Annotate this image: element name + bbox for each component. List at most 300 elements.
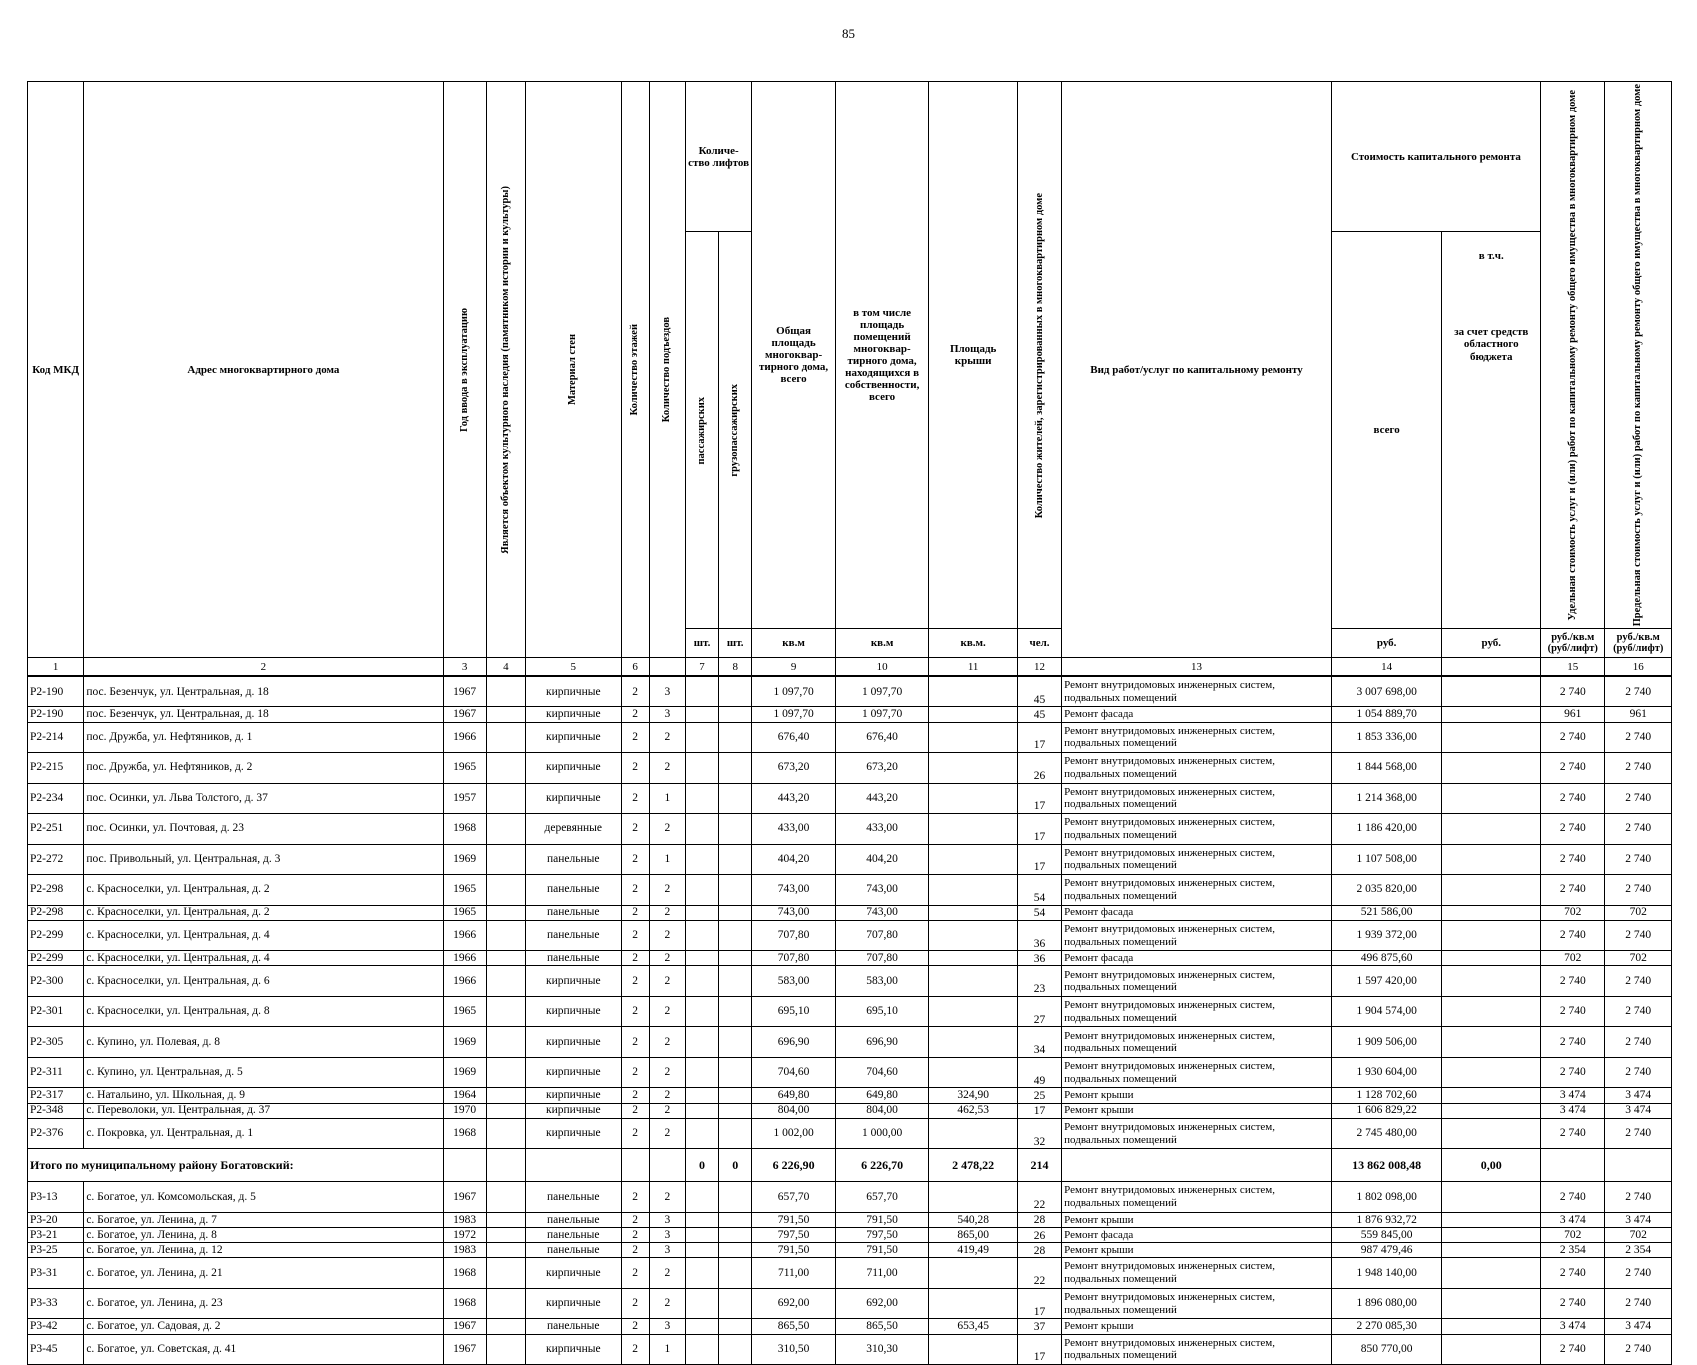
cell-heritage [486,951,525,966]
cell-lifts-cargo [719,844,752,875]
cell-floors: 2 [621,996,649,1027]
cell-owned-area: 696,90 [835,1027,929,1058]
cell-roof-area [929,1182,1018,1213]
cell-material: кирпичные [525,1288,621,1319]
cell-residents: 28 [1017,1243,1061,1258]
cell-entrances: 3 [649,1212,685,1227]
cell-heritage [486,920,525,951]
cell-total-area: 583,00 [752,966,836,997]
cell-total-area: 743,00 [752,875,836,906]
cell-cost-regional [1442,844,1541,875]
cell-roof-area: 462,53 [929,1103,1018,1118]
cell-lifts-cargo [719,814,752,845]
cell-address: с. Натальино, ул. Школьная, д. 9 [84,1088,443,1103]
cell-lifts-pass [685,1334,718,1365]
cell-heritage [486,722,525,753]
cell-residents: 36 [1017,920,1061,951]
cell-max-cost: 2 740 [1605,1118,1672,1149]
cell-lifts-pass [685,1243,718,1258]
cell-entrances: 2 [649,722,685,753]
col-number: 8 [719,658,752,677]
table-row [28,951,1672,966]
cell-address: с. Богатое, ул. Ленина, д. 23 [84,1288,443,1319]
cell-max-cost: 702 [1605,951,1672,966]
cell-max-cost: 702 [1605,1228,1672,1243]
cell-unit-cost: 3 474 [1541,1103,1605,1118]
header-total-area: Общая площадь многоквар-тирного дома, всего [752,82,836,629]
cell-owned-area: 695,10 [835,996,929,1027]
unit-cost-total: руб. [1331,629,1442,658]
cell-floors: 2 [621,1228,649,1243]
cell-material: панельные [525,1228,621,1243]
cell-material: кирпичные [525,996,621,1027]
cell-max-cost: 2 740 [1605,844,1672,875]
cell-lifts-pass [685,1027,718,1058]
cell-lifts-pass [685,966,718,997]
col-number: 3 [443,658,486,677]
cell-address: с. Богатое, ул. Ленина, д. 8 [84,1228,443,1243]
cell-total-area: 649,80 [752,1088,836,1103]
cell-lifts-cargo [719,753,752,784]
cell-roof-area [929,905,1018,920]
cell-cost-total: 987 479,46 [1331,1243,1442,1258]
total-roof-area: 2 478,22 [929,1149,1018,1182]
cell-owned-area: 404,20 [835,844,929,875]
cell-cost-regional [1442,1212,1541,1227]
cell-material: панельные [525,1182,621,1213]
cell-cost-total: 1 853 336,00 [1331,722,1442,753]
cell-code: Р2-234 [28,783,84,814]
cell-max-cost: 702 [1605,905,1672,920]
cell-total-area: 695,10 [752,996,836,1027]
cell-floors: 2 [621,707,649,722]
cell-entrances: 2 [649,920,685,951]
cell-material: кирпичные [525,707,621,722]
cell-lifts-pass [685,996,718,1027]
cell-roof-area [929,1118,1018,1149]
cell-code: Р3-20 [28,1212,84,1227]
header-cost-total: всего [1331,232,1442,629]
cell-work-type: Ремонт крыши [1062,1243,1332,1258]
cell-material: кирпичные [525,783,621,814]
cell-work-type: Ремонт внутридомовых инженерных систем, подвальных помещений [1062,996,1332,1027]
cell-floors: 2 [621,722,649,753]
cell-heritage [486,996,525,1027]
cell-entrances: 2 [649,996,685,1027]
header-heritage: Является объектом культурного наследия (памятником истории и культуры) [499,185,511,554]
cell-unit-cost: 2 740 [1541,783,1605,814]
cell-total-area: 791,50 [752,1212,836,1227]
cell-work-type: Ремонт внутридомовых инженерных систем, подвальных помещений [1062,1182,1332,1213]
cell-unit-cost: 702 [1541,905,1605,920]
cell-roof-area [929,676,1018,707]
cell-max-cost: 2 740 [1605,1182,1672,1213]
cell-entrances: 2 [649,1057,685,1088]
cell-lifts-pass [685,920,718,951]
cell-work-type: Ремонт крыши [1062,1088,1332,1103]
total-residents: 214 [1017,1149,1061,1182]
cell-owned-area: 649,80 [835,1088,929,1103]
cell-year: 1970 [443,1103,486,1118]
cell-total-area: 1 097,70 [752,707,836,722]
cell-address: с. Переволоки, ул. Центральная, д. 37 [84,1103,443,1118]
cell-unit-cost: 2 740 [1541,1057,1605,1088]
table-row [28,920,1672,951]
cell-unit-cost: 3 474 [1541,1319,1605,1334]
cell-residents: 17 [1017,1103,1061,1118]
cell-address: пос. Привольный, ул. Центральная, д. 3 [84,844,443,875]
cell-cost-regional [1442,1027,1541,1058]
col-number: 10 [835,658,929,677]
cell-floors: 2 [621,1027,649,1058]
header-address: Адрес многоквартирного дома [84,82,443,658]
cell-cost-regional [1442,1057,1541,1088]
cell-work-type: Ремонт внутридомовых инженерных систем, подвальных помещений [1062,920,1332,951]
cell-unit-cost: 2 740 [1541,1027,1605,1058]
cell-residents: 54 [1017,875,1061,906]
cell-residents: 26 [1017,1228,1061,1243]
cell-material: кирпичные [525,1118,621,1149]
cell-address: с. Красноселки, ул. Центральная, д. 2 [84,875,443,906]
cell-residents: 27 [1017,996,1061,1027]
cell-total-area: 791,50 [752,1243,836,1258]
cell-owned-area: 704,60 [835,1057,929,1088]
cell-residents: 22 [1017,1258,1061,1289]
cell-heritage [486,1103,525,1118]
cell-lifts-pass [685,814,718,845]
cell-total-area: 711,00 [752,1258,836,1289]
cell-heritage [486,753,525,784]
cell-roof-area [929,1258,1018,1289]
cell-floors: 2 [621,1319,649,1334]
cell-roof-area [929,722,1018,753]
cell-cost-total: 1 904 574,00 [1331,996,1442,1027]
cell-cost-regional [1442,905,1541,920]
cell-total-area: 673,20 [752,753,836,784]
cell-entrances: 3 [649,1228,685,1243]
cell-lifts-cargo [719,1057,752,1088]
cell-code: Р2-301 [28,996,84,1027]
cell-code: Р2-300 [28,966,84,997]
cell-heritage [486,1228,525,1243]
cell-lifts-pass [685,844,718,875]
header-lifts-pass: пассажирских [696,396,707,465]
cell-year: 1969 [443,1027,486,1058]
table-row [28,1088,1672,1103]
cell-cost-total: 1 844 568,00 [1331,753,1442,784]
col-number: 16 [1605,658,1672,677]
cell-work-type: Ремонт фасада [1062,951,1332,966]
total-area: 6 226,90 [752,1149,836,1182]
cell-code: Р2-311 [28,1057,84,1088]
cell-material: панельные [525,920,621,951]
cell-floors: 2 [621,1288,649,1319]
cell-heritage [486,875,525,906]
total-cost: 13 862 008,48 [1331,1149,1442,1182]
cell-lifts-pass [685,707,718,722]
cell-residents: 23 [1017,966,1061,997]
cell-code: Р3-33 [28,1288,84,1319]
cell-year: 1969 [443,1057,486,1088]
col-number: 7 [685,658,718,677]
cell-heritage [486,783,525,814]
cell-max-cost: 2 740 [1605,996,1672,1027]
cell-code: Р2-272 [28,844,84,875]
cell-code: Р2-299 [28,951,84,966]
cell-roof-area [929,951,1018,966]
cell-floors: 2 [621,676,649,707]
cell-residents: 32 [1017,1118,1061,1149]
total-work-type [1062,1149,1332,1182]
cell-lifts-pass [685,1103,718,1118]
cell-lifts-cargo [719,1243,752,1258]
cell-cost-total: 1 876 932,72 [1331,1212,1442,1227]
cell-year: 1966 [443,966,486,997]
cell-owned-area: 583,00 [835,966,929,997]
cell-residents: 17 [1017,783,1061,814]
cell-material: кирпичные [525,1088,621,1103]
cell-owned-area: 743,00 [835,875,929,906]
table-row [28,1243,1672,1258]
cell-heritage [486,1212,525,1227]
cell-code: Р3-21 [28,1228,84,1243]
cell-total-area: 433,00 [752,814,836,845]
table-row [28,1103,1672,1118]
cell-heritage [486,966,525,997]
cell-roof-area [929,920,1018,951]
cell-entrances: 3 [649,1319,685,1334]
col-number: 6 [621,658,649,677]
cell-year: 1967 [443,1182,486,1213]
cell-material: панельные [525,875,621,906]
cell-address: с. Богатое, ул. Советская, д. 41 [84,1334,443,1365]
cell-cost-total: 1 802 098,00 [1331,1182,1442,1213]
cell-lifts-pass [685,1088,718,1103]
cell-lifts-cargo [719,875,752,906]
unit-lifts-pass: шт. [685,629,718,658]
cell-residents: 36 [1017,951,1061,966]
cell-year: 1964 [443,1088,486,1103]
cell-cost-total: 850 770,00 [1331,1334,1442,1365]
cell-floors: 2 [621,814,649,845]
cell-residents: 54 [1017,905,1061,920]
cell-roof-area: 653,45 [929,1319,1018,1334]
cell-material: панельные [525,1212,621,1227]
cell-floors: 2 [621,966,649,997]
total-heritage [486,1149,525,1182]
cell-max-cost: 2 740 [1605,920,1672,951]
cell-max-cost: 2 740 [1605,966,1672,997]
cell-entrances: 3 [649,707,685,722]
cell-year: 1968 [443,1288,486,1319]
cell-total-area: 804,00 [752,1103,836,1118]
cell-max-cost: 961 [1605,707,1672,722]
cell-work-type: Ремонт внутридомовых инженерных систем, подвальных помещений [1062,676,1332,707]
total-entrances [649,1149,685,1182]
header-cost-regional-label: за счет средств областного бюджета [1454,326,1529,363]
cell-material: кирпичные [525,1334,621,1365]
table-row [28,844,1672,875]
cell-owned-area: 797,50 [835,1228,929,1243]
cell-code: Р2-305 [28,1027,84,1058]
cell-work-type: Ремонт крыши [1062,1212,1332,1227]
cell-entrances: 3 [649,1243,685,1258]
cell-total-area: 1 097,70 [752,676,836,707]
cell-code: Р3-42 [28,1319,84,1334]
cell-entrances: 1 [649,844,685,875]
cell-total-area: 676,40 [752,722,836,753]
header-lifts-cargo: грузопассажирских [729,384,741,477]
cell-residents: 17 [1017,1288,1061,1319]
cell-roof-area [929,1057,1018,1088]
cell-max-cost: 3 474 [1605,1103,1672,1118]
cell-year: 1969 [443,844,486,875]
cell-code: Р2-298 [28,905,84,920]
col-number: 14 [1331,658,1442,677]
unit-roof-area: кв.м. [929,629,1018,658]
table-row [28,676,1672,707]
cell-floors: 2 [621,1057,649,1088]
cell-unit-cost: 3 474 [1541,1088,1605,1103]
cell-work-type: Ремонт внутридомовых инженерных систем, подвальных помещений [1062,1288,1332,1319]
cell-entrances: 2 [649,951,685,966]
unit-residents: чел. [1017,629,1061,658]
cell-code: Р3-13 [28,1182,84,1213]
cell-unit-cost: 2 740 [1541,844,1605,875]
cell-cost-total: 1 186 420,00 [1331,814,1442,845]
cell-residents: 17 [1017,814,1061,845]
unit-owned-area: кв.м [835,629,929,658]
page-number: 85 [842,26,855,41]
table-body [28,676,1672,1364]
cell-unit-cost: 2 740 [1541,1288,1605,1319]
cell-cost-regional [1442,707,1541,722]
col-number [1442,658,1541,677]
total-unit-cost [1541,1149,1605,1182]
cell-address: с. Богатое, ул. Комсомольская, д. 5 [84,1182,443,1213]
cell-material: кирпичные [525,966,621,997]
cell-cost-total: 2 270 085,30 [1331,1319,1442,1334]
cell-code: Р2-376 [28,1118,84,1149]
header-cost-incl: в т.ч. [1478,250,1504,263]
cell-roof-area: 540,28 [929,1212,1018,1227]
cell-entrances: 2 [649,1288,685,1319]
cell-cost-regional [1442,1228,1541,1243]
cell-material: кирпичные [525,1258,621,1289]
total-owned-area: 6 226,70 [835,1149,929,1182]
table-row [28,966,1672,997]
cell-cost-total: 1 896 080,00 [1331,1288,1442,1319]
capital-repair-table [27,81,1672,1365]
cell-heritage [486,707,525,722]
cell-address: с. Красноселки, ул. Центральная, д. 4 [84,951,443,966]
cell-work-type: Ремонт внутридомовых инженерных систем, подвальных помещений [1062,722,1332,753]
total-year [443,1149,486,1182]
cell-residents: 37 [1017,1319,1061,1334]
cell-work-type: Ремонт внутридомовых инженерных систем, подвальных помещений [1062,1057,1332,1088]
cell-work-type: Ремонт внутридомовых инженерных систем, подвальных помещений [1062,814,1332,845]
cell-code: Р2-190 [28,676,84,707]
cell-address: с. Богатое, ул. Ленина, д. 12 [84,1243,443,1258]
cell-cost-total: 1 606 829,22 [1331,1103,1442,1118]
cell-total-area: 707,80 [752,951,836,966]
cell-max-cost: 2 740 [1605,722,1672,753]
cell-residents: 25 [1017,1088,1061,1103]
cell-residents: 22 [1017,1182,1061,1213]
cell-heritage [486,1182,525,1213]
cell-cost-regional [1442,753,1541,784]
cell-entrances: 2 [649,814,685,845]
cell-unit-cost: 2 740 [1541,676,1605,707]
cell-roof-area [929,753,1018,784]
cell-entrances: 2 [649,1088,685,1103]
total-max-cost [1605,1149,1672,1182]
cell-cost-total: 1 930 604,00 [1331,1057,1442,1088]
col-number: 9 [752,658,836,677]
cell-unit-cost: 2 740 [1541,1118,1605,1149]
cell-unit-cost: 2 740 [1541,920,1605,951]
cell-address: с. Купино, ул. Центральная, д. 5 [84,1057,443,1088]
cell-unit-cost: 2 740 [1541,1334,1605,1365]
cell-lifts-cargo [719,1319,752,1334]
cell-entrances: 3 [649,676,685,707]
cell-address: пос. Дружба, ул. Нефтяников, д. 2 [84,753,443,784]
cell-residents: 17 [1017,1334,1061,1365]
cell-residents: 28 [1017,1212,1061,1227]
cell-lifts-cargo [719,1228,752,1243]
cell-roof-area: 324,90 [929,1088,1018,1103]
cell-unit-cost: 2 740 [1541,753,1605,784]
cell-roof-area [929,996,1018,1027]
cell-lifts-cargo [719,1118,752,1149]
unit-cost-regional: руб. [1442,629,1541,658]
cell-entrances: 1 [649,1334,685,1365]
cell-roof-area: 419,49 [929,1243,1018,1258]
cell-total-area: 310,50 [752,1334,836,1365]
cell-cost-regional [1442,1319,1541,1334]
cell-cost-total: 2 745 480,00 [1331,1118,1442,1149]
cell-owned-area: 804,00 [835,1103,929,1118]
cell-max-cost: 2 354 [1605,1243,1672,1258]
cell-floors: 2 [621,783,649,814]
cell-owned-area: 1 097,70 [835,707,929,722]
cell-heritage [486,1088,525,1103]
total-lifts-cargo: 0 [719,1149,752,1182]
cell-material: панельные [525,951,621,966]
cell-total-area: 797,50 [752,1228,836,1243]
cell-work-type: Ремонт внутридомовых инженерных систем, подвальных помещений [1062,1118,1332,1149]
col-number: 12 [1017,658,1061,677]
cell-cost-regional [1442,722,1541,753]
cell-code: Р3-45 [28,1334,84,1365]
cell-max-cost: 2 740 [1605,676,1672,707]
cell-floors: 2 [621,1212,649,1227]
header-unit-cost: Удельная стоимость услуг и (или) работ по капитальному ремонту общего имущества в многоквартирном доме [1566,89,1578,621]
cell-material: кирпичные [525,676,621,707]
cell-owned-area: 743,00 [835,905,929,920]
cell-max-cost: 2 740 [1605,814,1672,845]
cell-floors: 2 [621,1118,649,1149]
cell-cost-total: 1 939 372,00 [1331,920,1442,951]
cell-address: пос. Безенчук, ул. Центральная, д. 18 [84,676,443,707]
cell-heritage [486,676,525,707]
cell-address: с. Богатое, ул. Ленина, д. 7 [84,1212,443,1227]
table-row [28,1212,1672,1227]
cell-cost-regional [1442,814,1541,845]
cell-lifts-cargo [719,905,752,920]
cell-entrances: 2 [649,1258,685,1289]
cell-cost-regional [1442,1334,1541,1365]
